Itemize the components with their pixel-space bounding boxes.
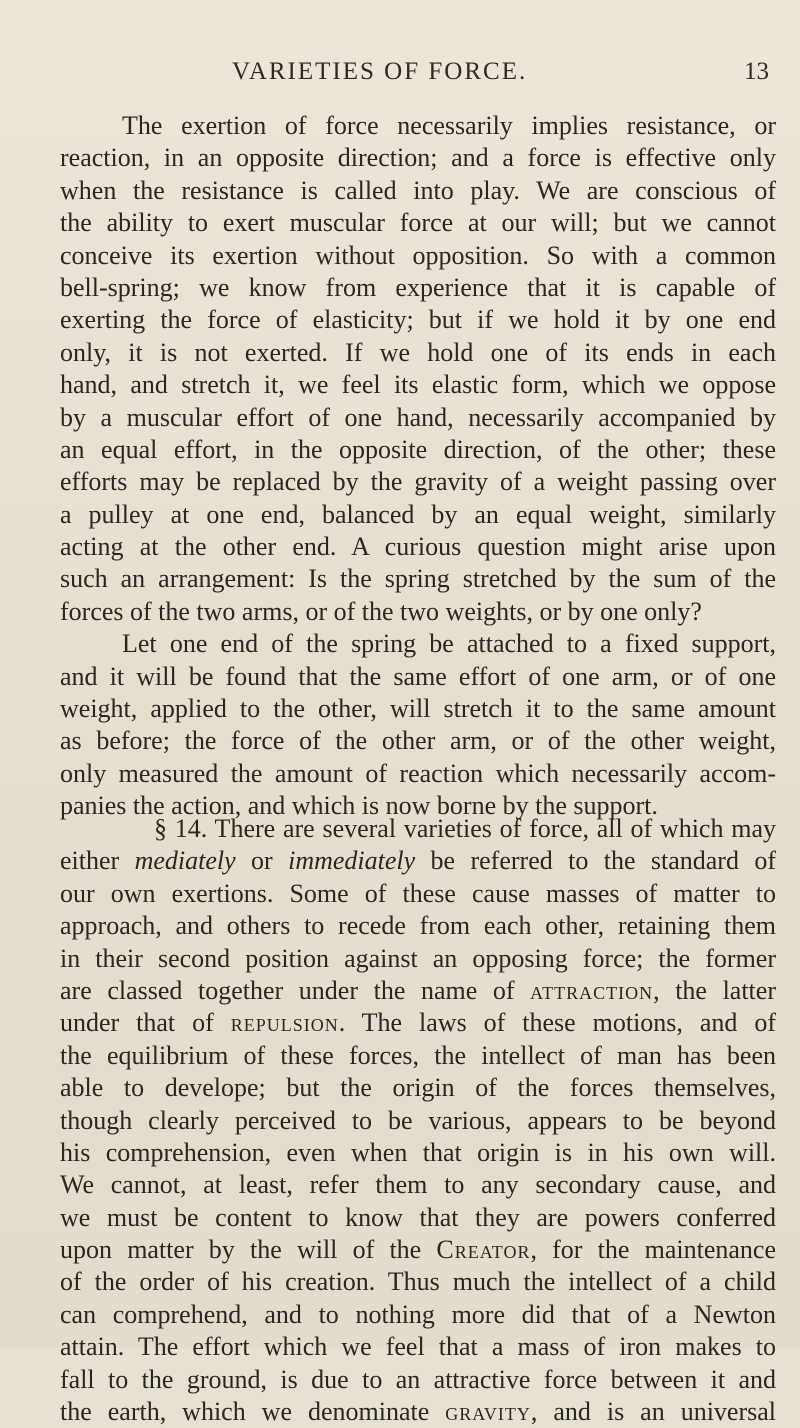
small-caps-term: Creator [436,1235,531,1265]
text-line: Let one end of the spring be attached to a fixed support, [122,629,776,659]
text-line: conceive its exertion without opposition. So with a common [60,240,776,270]
text-line: panies the action, and which is now borne by the support. [60,791,658,821]
text-line: efforts may be replaced by the gravity of a weight passing over [60,467,776,497]
text-line: a pulley at one end, balanced by an equal weight, similarly [60,499,776,529]
text-run: , for the maintenance [530,1235,776,1265]
text-line: forces of the two arms, or of the two weights, or by one only? [60,596,702,626]
text-line: weight, applied to the other, will stretch it to the same amount [60,694,776,724]
text-line: in their second position against an opposing force; the former [60,943,776,973]
text-line: the ability to exert muscular force at our will; but we cannot [60,208,776,238]
text-line: when the resistance is called into play. We are conscious of [60,175,776,205]
text-line: our own exertions. Some of these cause masses of matter to [60,878,776,908]
text-run: the earth, which we denominate [60,1397,446,1427]
text-line: The exertion of force necessarily implies resistance, or [122,111,776,140]
text-line: though clearly perceived to be various, appears to be beyond [60,1105,776,1135]
text-run: upon matter by the will of the [60,1235,437,1265]
text-run: under that of [60,1008,231,1038]
text-line: exerting the force of elasticity; but if we hold it by one end [60,305,776,335]
text-line [60,1396,776,1428]
text-run: . The laws of these motions, and of [338,1008,776,1038]
text-line: we must be content to know that they are powers conferred [60,1202,776,1232]
text-line: the equilibrium of these forces, the intellect of man has been [60,1040,776,1070]
text-line [60,975,776,1007]
text-line: approach, and others to recede from each other, retaining them [60,911,776,941]
text-line: able to develope; but the origin of the forces themselves, [60,1073,776,1103]
small-caps-term: gravity [445,1397,531,1427]
text-line [60,1007,776,1039]
text-line: an equal effort, in the opposite direction, of the other; these [60,434,776,464]
text-run: be referred to the standard of [415,846,776,876]
text-run: either [60,846,135,876]
text-run: are classed together under the name of [60,975,531,1005]
section-14 [60,813,776,1428]
text-line: bell-spring; we know from experience that it is capable of [60,272,776,302]
italic-term: immediately [288,846,416,876]
running-head [0,58,800,94]
text-line: hand, and stretch it, we feel its elastic form, which we oppose [60,370,776,400]
section-heading-line: § 14. There are several varieties of force, all of which may [154,814,776,843]
small-caps-term: repulsion [230,1008,339,1038]
text-line: attain. The effort which we feel that a mass of iron makes to [60,1332,776,1362]
text-line: as before; the force of the other arm, or of the other weight, [60,726,776,756]
italic-term: mediately [134,846,236,876]
text-line: only, it is not exerted. If we hold one of its ends in each [60,337,776,367]
text-line: acting at the other end. A curious question might arise upon [60,532,776,562]
text-line: fall to the ground, is due to an attractive force between it and [60,1364,776,1394]
text-line: by a muscular effort of one hand, necessarily accompanied by [60,402,776,432]
text-line: We cannot, at least, refer them to any secondary cause, and [60,1170,776,1200]
text-line: and it will be found that the same effort of one arm, or of one [60,661,776,691]
text-line [60,845,776,877]
text-line: of the order of his creation. Thus much the intellect of a child [60,1267,776,1297]
text-line: his comprehension, even when that origin is in his own will. [60,1137,776,1167]
running-title: VARIETIES OF FORCE. [232,58,528,85]
paragraph-exertion [60,110,776,823]
text-run: or [235,846,289,876]
text-run: , the latter [653,975,776,1005]
text-line: such an arrangement: Is the spring stretched by the sum of the [60,564,776,594]
text-line: only measured the amount of reaction which necessarily accom- [60,758,776,788]
text-run: , and is an universal [530,1397,776,1427]
page-number: 13 [744,58,769,85]
small-caps-term: attraction [530,975,654,1005]
text-line: can comprehend, and to nothing more did that of a Newton [60,1299,776,1329]
text-line: reaction, in an opposite direction; and a force is effective only [60,143,776,173]
text-line [60,1234,776,1266]
